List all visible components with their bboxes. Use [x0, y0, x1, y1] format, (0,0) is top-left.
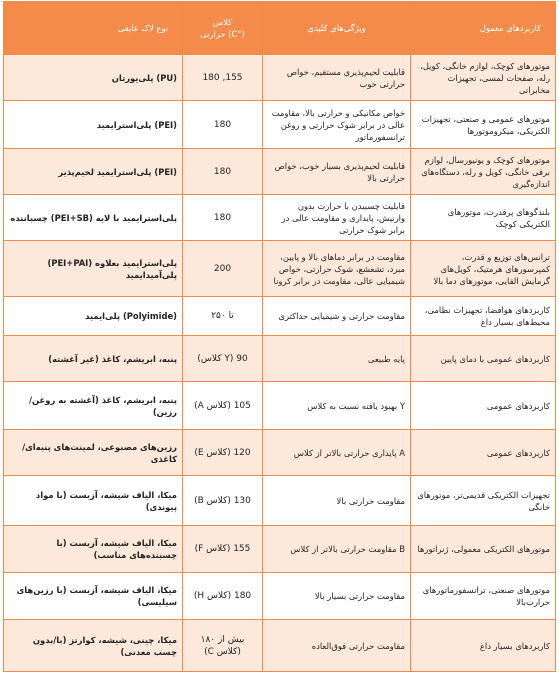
row-applications: کاربردهای عمومی [411, 382, 556, 430]
row-features: B مقاومت حرارتی بالاتر از کلاس [263, 526, 411, 573]
row-varnish-type: رزین‌های مصنوعی، لمینت‌های پنبه‌ای/کاغذی [4, 430, 183, 476]
row-applications: کاربردهای عمومی [411, 430, 556, 476]
row-applications: موتورهای الکتریکی معمولی، ژنراتورها [411, 526, 556, 573]
row-thermal-class: 105 (کلاس A) [183, 382, 263, 430]
row-applications: ترانس‌های توزیع و قدرت، کمپرسورهای هرمتیک، کویل‌های گرمایش القایی، موتورهای دما بالا [411, 241, 556, 297]
header-thermal-class [183, 2, 263, 55]
row-features: مقاومت در برابر دماهای بالا و پایین، مبرد، تشعشع، شوک حرارتی، خواص شیمیایی عالی، مقاومت در برابر کرونا [263, 241, 411, 297]
row-thermal-class: 180 [183, 195, 263, 241]
row-thermal-class: 200 [183, 241, 263, 297]
row-thermal-class: بیش از ۱۸۰ (کلاس C) [183, 620, 263, 672]
row-features: مقاومت حرارتی و شیمیایی حداکثری [263, 297, 411, 336]
table-row [4, 336, 556, 382]
row-applications: موتورهای صنعتی، ترانسفورماتورهای حرارت‌بالا [411, 573, 556, 620]
header-thermal-class-line1: کلاس [212, 17, 233, 27]
row-thermal-class: 130 (کلاس B) [183, 476, 263, 526]
row-varnish-type: (PEI) پلی‌استرایمید لحیم‌پذیر [4, 149, 183, 195]
table-body [4, 55, 556, 672]
row-thermal-class: 180 (کلاس H) [183, 573, 263, 620]
row-varnish-type: پنبه، ابریشم، کاغذ (آغشته به روغن/رزین) [4, 382, 183, 430]
row-varnish-type: (PEI) پلی‌استرایمید [4, 101, 183, 149]
table-row [4, 149, 556, 195]
row-applications: موتورهای کوچک و یونیورسال، لوازم برقی خانگی، کویل و رله، دستگاه‌های اندازه‌گیری [411, 149, 556, 195]
table-row [4, 241, 556, 297]
row-varnish-type: پلی‌استرایمید با لایه (PEI+SB) چسباننده [4, 195, 183, 241]
row-applications: کاربردهای بسیار داغ [411, 620, 556, 672]
row-thermal-class: 180 [183, 149, 263, 195]
row-thermal-class: 180 [183, 101, 263, 149]
row-features: Y بهبود یافته نسبت به کلاس [263, 382, 411, 430]
table-row [4, 573, 556, 620]
row-applications: کاربردهای هوافضا، تجهیزات نظامی، محیط‌های بسیار داغ [411, 297, 556, 336]
header-varnish-type: نوع لاک عایقی [4, 2, 183, 55]
row-varnish-type: (Polyimide) پلی‌ایمید [4, 297, 183, 336]
header-applications: کاربردهای معمول [411, 2, 556, 55]
row-features: مقاومت حرارتی بسیار بالا [263, 573, 411, 620]
row-applications: موتورهای عمومی و صنعتی، تجهیزات الکتریکی، میکروموتورها [411, 101, 556, 149]
row-features: مقاومت حرارتی بالا [263, 476, 411, 526]
table-row [4, 297, 556, 336]
header-thermal-class-line2: (°C) حرارتی [200, 29, 245, 39]
row-features: A پایداری حرارتی بالاتر از کلاس [263, 430, 411, 476]
row-thermal-class: 90 (Y کلاس) [183, 336, 263, 382]
table-row [4, 195, 556, 241]
table-row [4, 101, 556, 149]
table-row [4, 526, 556, 573]
table-row [4, 476, 556, 526]
insulation-varnish-table [3, 1, 556, 672]
row-features: قابلیت لحیم‌پذیری بسیار خوب، خواص حرارتی بالا [263, 149, 411, 195]
row-varnish-type: میکا، الیاف شیشه، آزبست (با چسبنده‌های مناسب) [4, 526, 183, 573]
row-varnish-type: پلی‌استرایمید بعلاوه (PEI+PAI) پلی‌آمیدایمید [4, 241, 183, 297]
row-varnish-type: میکا، چینی، شیشه، کوارتز (با/بدون چسب معدنی) [4, 620, 183, 672]
row-thermal-class: 155 (کلاس F) [183, 526, 263, 573]
row-features: پایه طبیعی [263, 336, 411, 382]
row-features: خواص مکانیکی و حرارتی بالا، مقاومت عالی در برابر شوک حرارتی و روغن ترانسفورماتور [263, 101, 411, 149]
row-applications: بلندگوهای پرقدرت، موتورهای الکتریکی کوچک [411, 195, 556, 241]
row-thermal-class: تا ۲۵۰ [183, 297, 263, 336]
row-applications: کاربردهای عمومی با دمای پایین [411, 336, 556, 382]
row-thermal-class: 155, 180 [183, 55, 263, 101]
header-features: ویژگی‌های کلیدی [263, 2, 411, 55]
row-varnish-type: پنبه، ابریشم، کاغذ (غیر آغشته) [4, 336, 183, 382]
row-varnish-type: میکا، الیاف شیشه، آزبست (با رزین‌های سیلیسی) [4, 573, 183, 620]
table-row [4, 430, 556, 476]
row-thermal-class: 120 (کلاس E) [183, 430, 263, 476]
table-row [4, 620, 556, 672]
row-applications: تجهیزات الکتریکی قدیمی‌تر، موتورهای خانگی [411, 476, 556, 526]
table-row [4, 382, 556, 430]
header-row [4, 2, 556, 55]
row-applications: موتورهای کوچک، لوازم خانگی، کویل، رله، صفحات لمسی، تجهیزات مخابراتی [411, 55, 556, 101]
row-varnish-type: (PU) پلی‌یورتان [4, 55, 183, 101]
table-header [4, 2, 556, 55]
row-features: قابلیت لحیم‌پذیری مستقیم، خواص حرارتی خوب [263, 55, 411, 101]
row-features: مقاومت حرارتی فوق‌العاده [263, 620, 411, 672]
row-features: قابلیت چسبیدن با حرارت بدون وارنیش، پایداری و مقاومت عالی در برابر شوک حرارتی [263, 195, 411, 241]
table-row [4, 55, 556, 101]
insulation-varnish-table-container [3, 1, 555, 672]
row-varnish-type: میکا، الیاف شیشه، آزبست (با مواد پیوندی) [4, 476, 183, 526]
